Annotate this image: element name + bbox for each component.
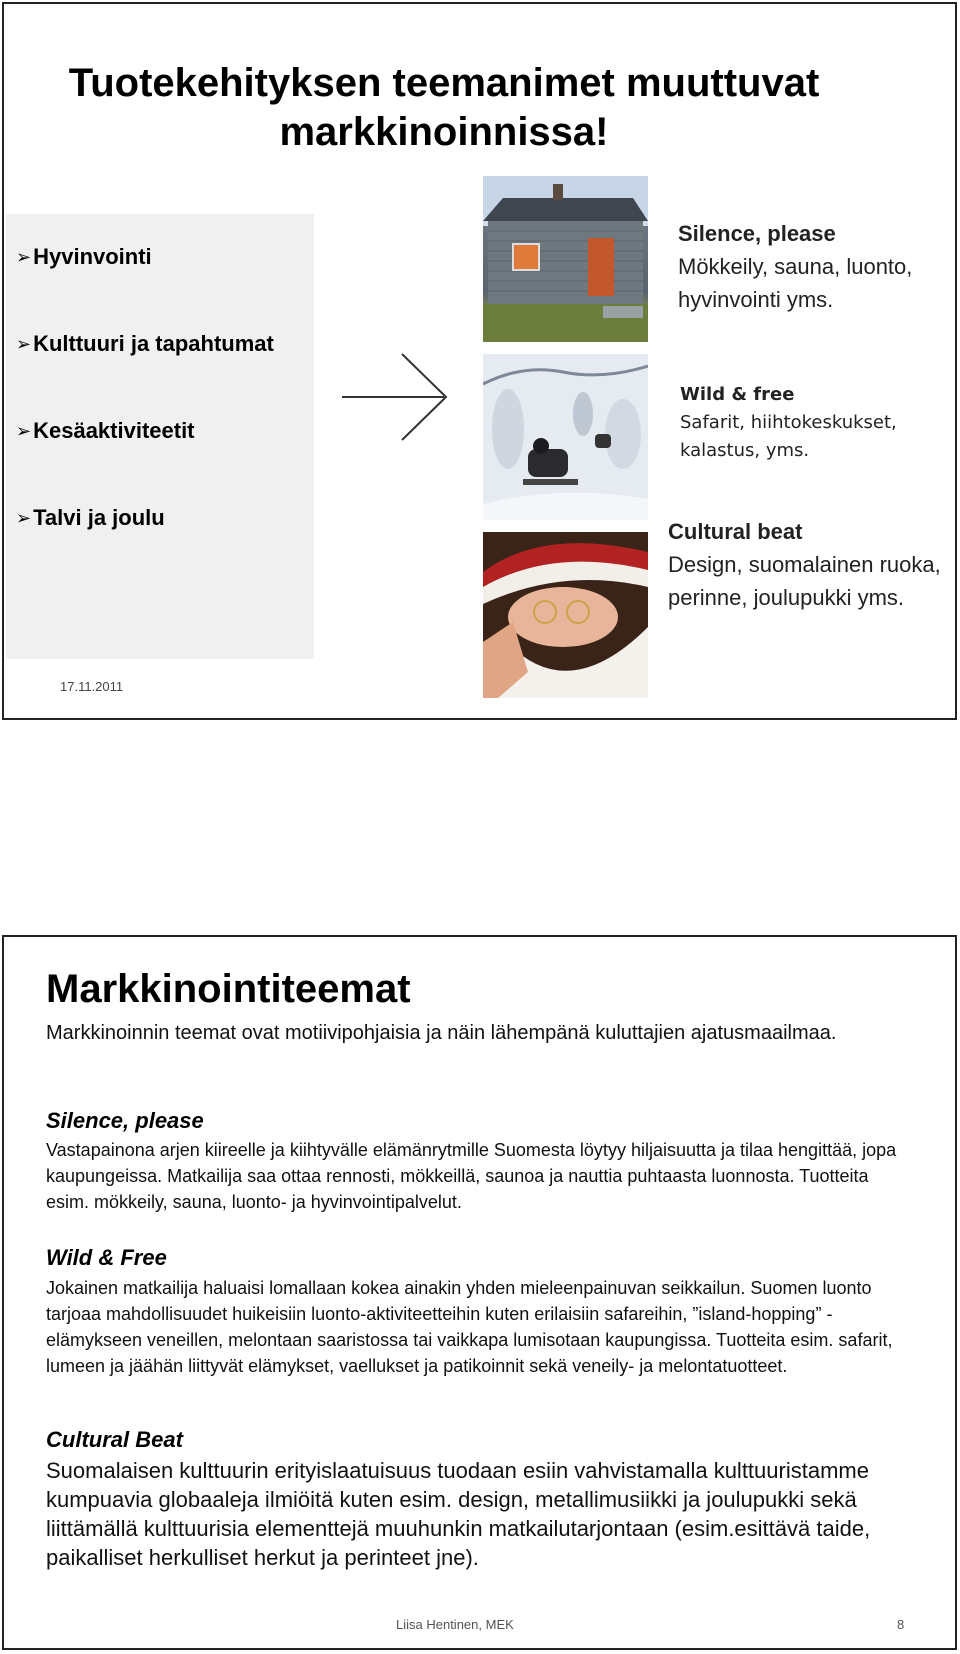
theme-silence <box>678 217 948 316</box>
theme-text: Mökkeily, sauna, luonto, hyvinvointi yms. <box>678 254 913 312</box>
theme-heading: Wild & free <box>680 384 795 405</box>
bullet-item <box>16 505 165 531</box>
bullet-label: Hyvinvointi <box>33 244 152 269</box>
theme-heading: Silence, please <box>678 221 836 246</box>
snowmobile-photo <box>483 354 648 520</box>
right-arrow-icon <box>340 352 450 442</box>
slide-date: 17.11.2011 <box>60 679 124 694</box>
section-heading: Wild & Free <box>46 1245 167 1270</box>
bullet-arrow-icon: ➢ <box>16 246 32 268</box>
bullet-label: Kesäaktiviteetit <box>33 418 195 443</box>
santa-photo <box>483 532 648 698</box>
bullet-arrow-icon: ➢ <box>16 507 32 529</box>
bullet-item <box>16 331 274 357</box>
theme-text: Design, suomalainen ruoka, perinne, joulupukki yms. <box>668 552 941 610</box>
slide-2 <box>2 935 957 1650</box>
theme-cultural-beat <box>668 515 953 614</box>
section-heading: Cultural Beat <box>46 1427 183 1452</box>
section-text: Vastapainona arjen kiireelle ja kiihtyvälle elämänrytmille Suomesta löytyy hiljaisuutta ja tilaa hengittää, jopa kaupungeissa. Matkailija saa ottaa rennosti, mökkeillä, saunoa ja nauttia puhtaasta luonnosta. Tuotteita esim. mökkeily, sauna, luonto- ja hyvinvointipalvelut. <box>46 1140 897 1212</box>
page-number: 8 <box>897 1617 905 1632</box>
section-text: Suomalaisen kulttuurin erityislaatuisuus tuodaan esiin vahvistamalla kulttuuristamme kumpuavia globaaleja ilmiöitä kuten esim. design, metallimusiikki ja joulupukki sekä liittämällä kulttuurisia elementtejä muuhunkin matkailutarjontaan (esim.esittävä taide, paikalliset herkulliset herkut ja perinteet jne). <box>46 1458 871 1570</box>
bullet-item <box>16 244 152 270</box>
intro-text: Markkinoinnin teemat ovat motiivipohjaisia ja näin lähempänä kuluttajien ajatusmaailmaa. <box>46 1022 837 1044</box>
slide-1-title: Tuotekehityksen teemanimet muuttuvat markkinoinnissa! <box>68 61 820 154</box>
cabin-photo <box>483 176 648 342</box>
footer-author: Liisa Hentinen, MEK <box>396 1617 514 1632</box>
section-text: Jokainen matkailija haluaisi lomallaan kokea ainakin yhden mieleenpainuvan seikkailun. Suomen luonto tarjoaa mahdollisuudet huikeisiin luonto-aktiviteetteihin kuten erilaisiin safareihin, ”island-hopping” -elämykseen veneillen, melontaan saaristossa tai vaikkapa lumisotaan kaupungissa. Tuotteita esim. safarit, lumeen ja jäähän liittyvät elämykset, vaellukset ja patikoinnit sekä veneily- ja melontatuotteet. <box>46 1278 893 1376</box>
theme-heading: Cultural beat <box>668 519 803 544</box>
bullet-label: Talvi ja joulu <box>33 505 165 530</box>
section-heading: Silence, please <box>46 1108 204 1133</box>
theme-text: Safarit, hiihtokeskukset, kalastus, yms. <box>680 412 897 461</box>
bullet-arrow-icon: ➢ <box>16 333 32 355</box>
bullet-panel <box>6 214 314 659</box>
theme-wild-free <box>680 381 950 465</box>
bullet-arrow-icon: ➢ <box>16 420 32 442</box>
slide-1 <box>2 2 957 720</box>
bullet-label: Kulttuuri ja tapahtumat <box>33 331 274 356</box>
bullet-item <box>16 418 195 444</box>
slide-2-title: Markkinointiteemat <box>46 967 411 1011</box>
